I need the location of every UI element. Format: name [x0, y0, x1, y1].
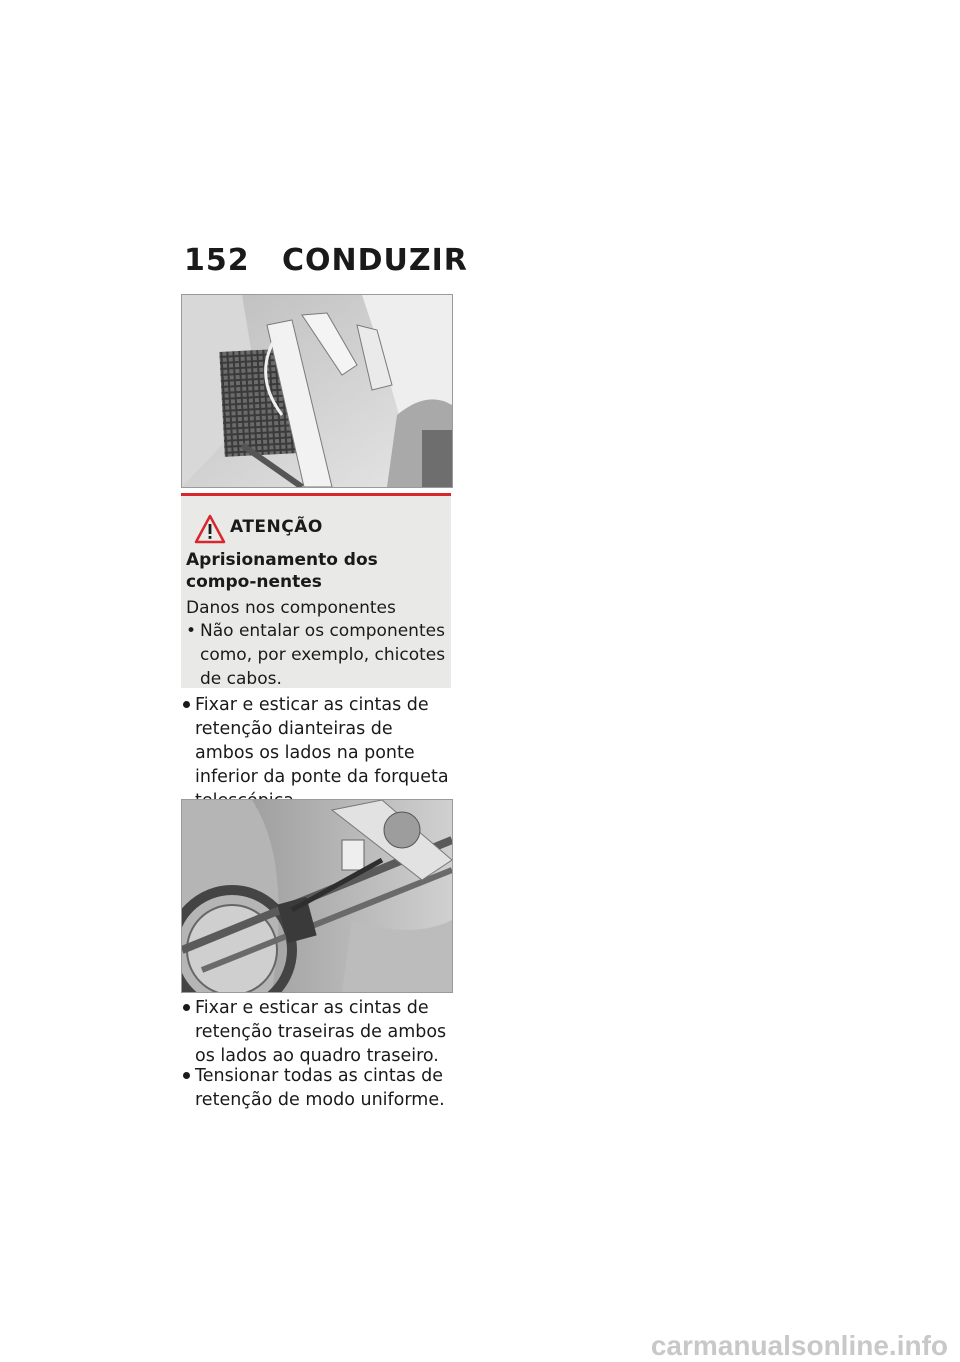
bullet-dot [183, 701, 190, 708]
list-item [183, 1064, 453, 1112]
list-item [183, 693, 453, 813]
step-text: Tensionar todas as cintas de retenção de modo uniforme. [195, 1066, 445, 1110]
watermark: carmanualsonline.info [650, 1330, 948, 1361]
list-item [183, 996, 453, 1068]
photo-rear-frame-straps [181, 799, 453, 993]
step-text: Fixar e esticar as cintas de retenção traseiras de ambos os lados ao quadro traseiro. [195, 998, 447, 1066]
warning-box [181, 493, 451, 688]
section-title: CONDUZIR [282, 243, 468, 278]
photo-front-fork-straps [181, 294, 453, 488]
warning-instruction-text: Não entalar os componentes como, por exemplo, chicotes de cabos. [200, 621, 446, 689]
warning-consequence: Danos nos componentes [186, 598, 396, 618]
page-number: 152 [184, 243, 250, 278]
warning-instruction [186, 619, 448, 691]
warning-heading: Aprisionamento dos compo-nentes [186, 550, 378, 592]
step-text: Fixar e esticar as cintas de retenção dianteiras de ambos os lados na ponte inferior da ponte da forqueta [195, 695, 449, 787]
bullet-dot [183, 1072, 190, 1079]
warning-triangle-icon [194, 514, 226, 544]
bullet-dot: • [186, 621, 197, 641]
bullet-dot [183, 1004, 190, 1011]
warning-title: ATENÇÃO [230, 517, 323, 537]
